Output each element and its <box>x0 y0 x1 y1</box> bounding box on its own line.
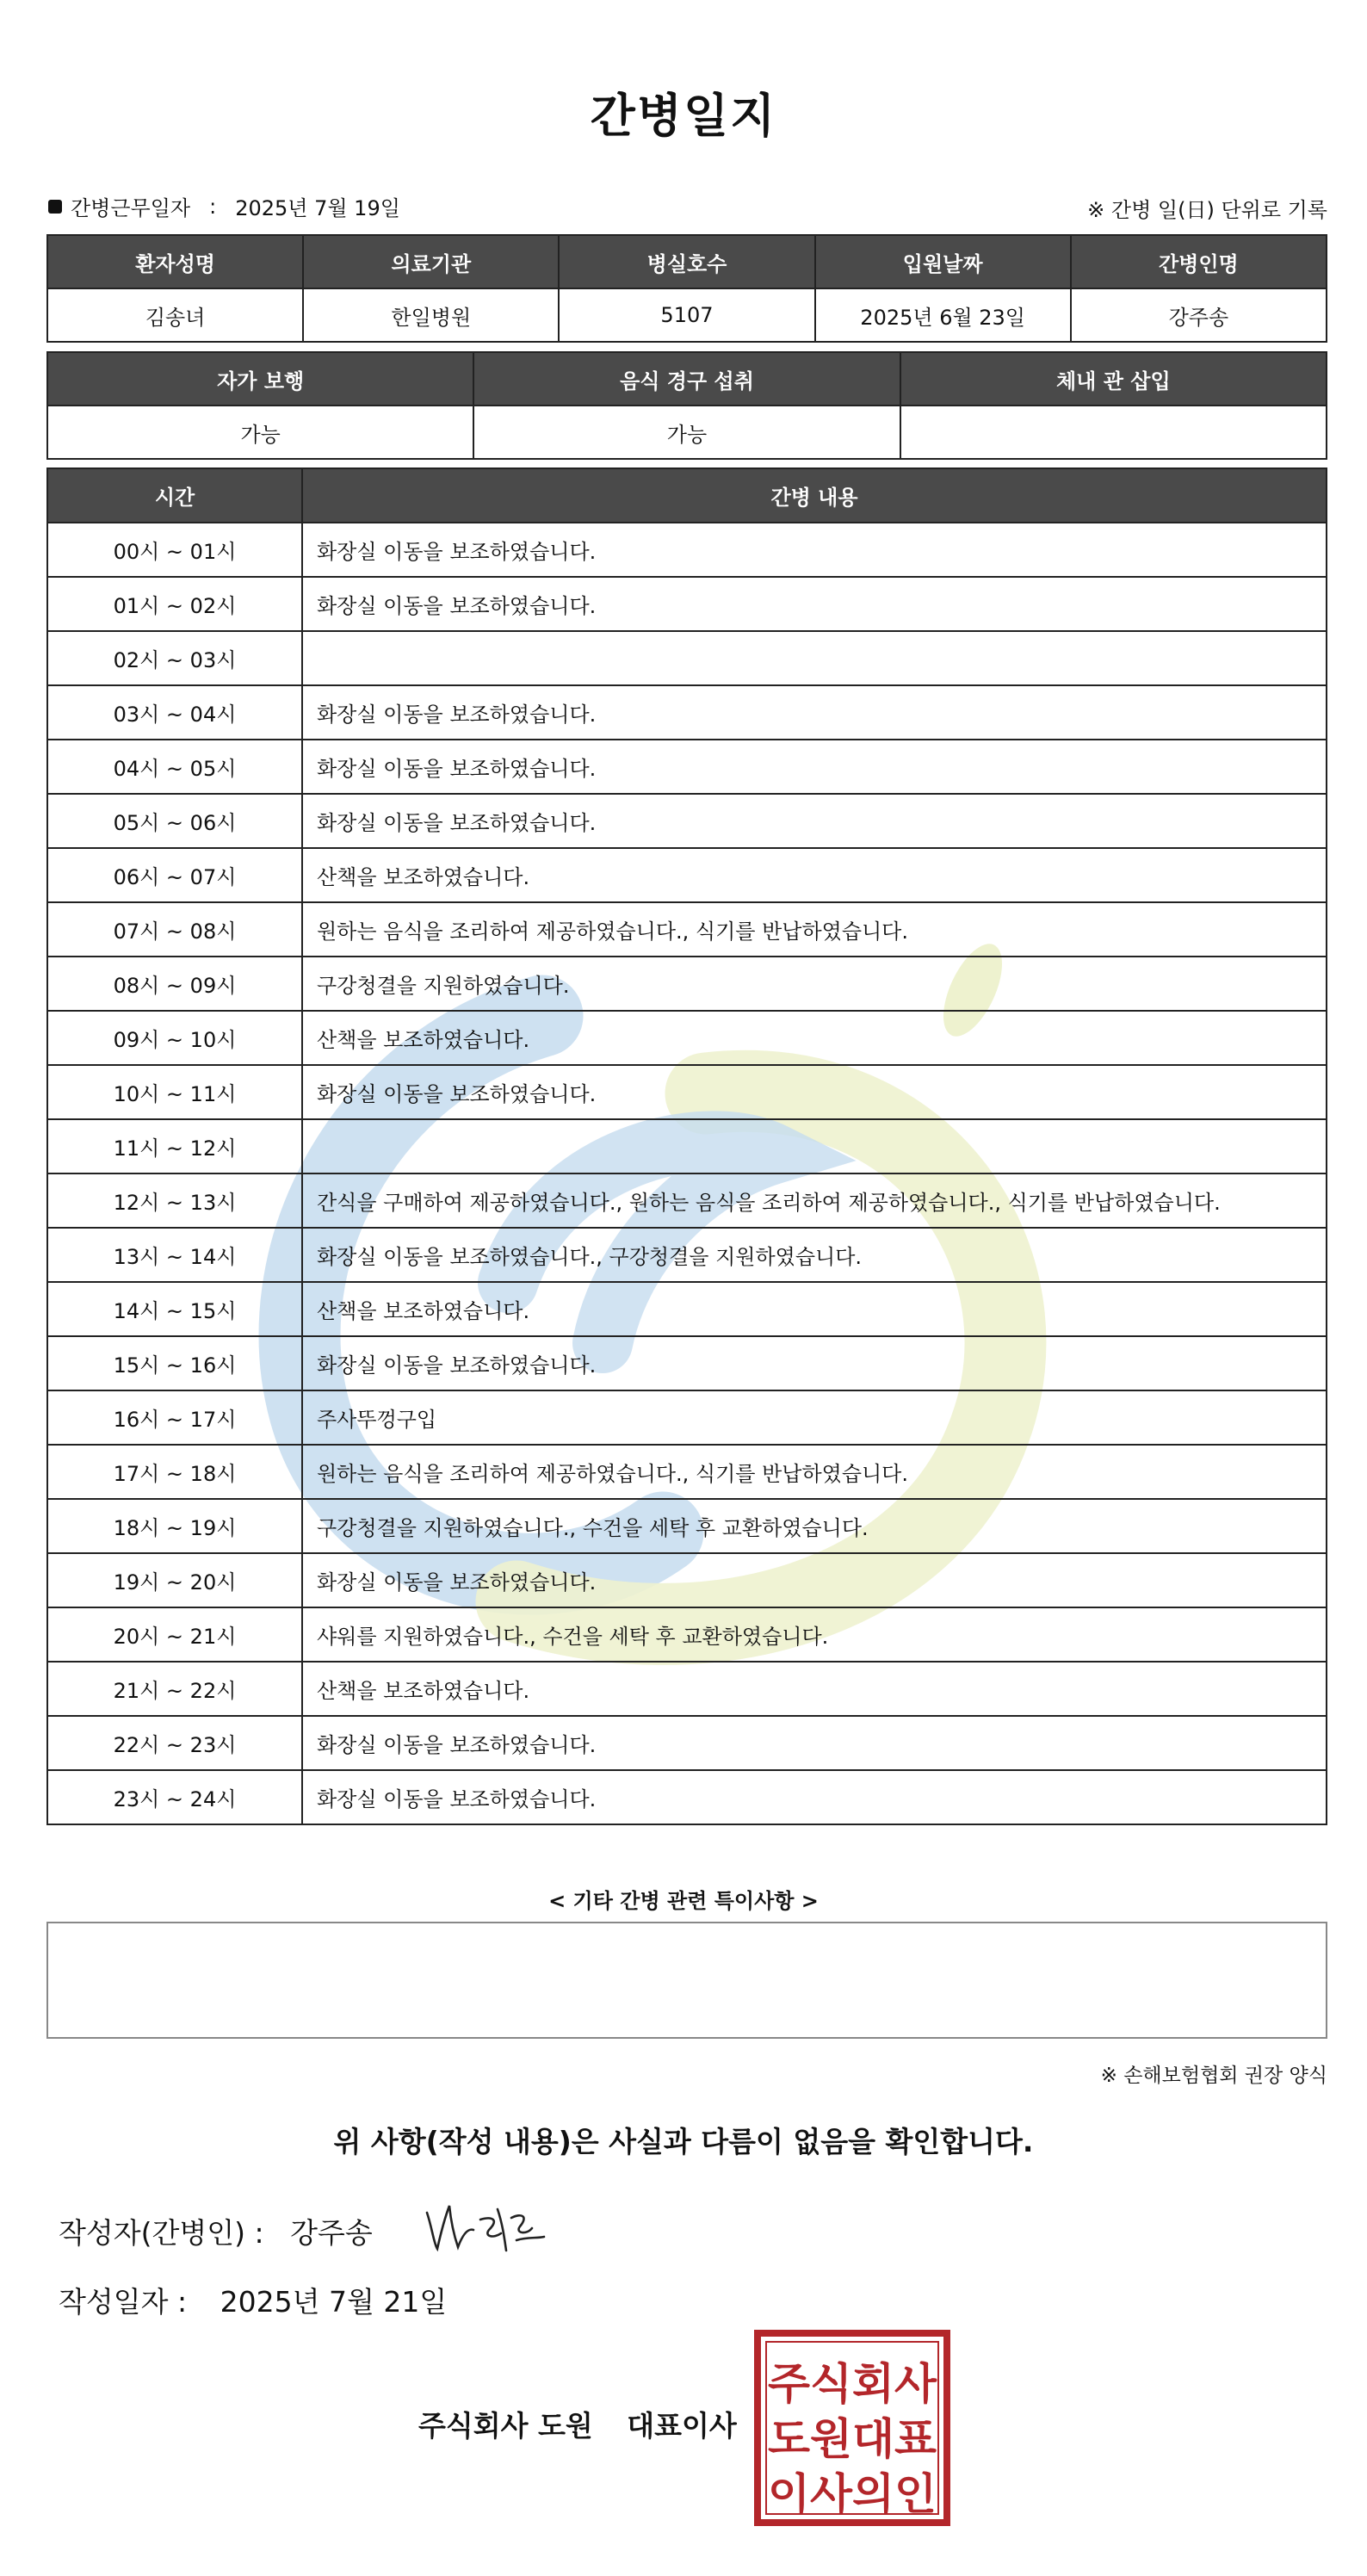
care-content-cell: 화장실 이동을 보조하였습니다., 구강청결을 지원하였습니다. <box>302 1228 1327 1282</box>
time-cell: 14시 ~ 15시 <box>47 1282 302 1336</box>
care-log-body <box>47 523 1327 1824</box>
room-number-value: 5107 <box>559 288 814 342</box>
table-row <box>47 1173 1327 1228</box>
time-cell: 05시 ~ 06시 <box>47 794 302 848</box>
patient-name-header: 환자성명 <box>47 235 303 288</box>
table-row <box>47 1065 1327 1119</box>
time-cell: 02시 ~ 03시 <box>47 631 302 685</box>
written-date-value: 2025년 7월 21일 <box>220 2285 448 2319</box>
care-content-header: 간병 내용 <box>302 468 1327 523</box>
writer-line <box>59 2211 373 2251</box>
time-cell: 10시 ~ 11시 <box>47 1065 302 1119</box>
time-cell: 21시 ~ 22시 <box>47 1662 302 1716</box>
page-title: 간병일지 <box>590 89 777 143</box>
table-row <box>47 577 1327 631</box>
time-cell: 18시 ~ 19시 <box>47 1499 302 1553</box>
care-content-cell: 산책을 보조하였습니다. <box>302 1282 1327 1336</box>
admission-date-header: 입원날짜 <box>815 235 1071 288</box>
time-cell: 03시 ~ 04시 <box>47 685 302 740</box>
writer-label: 작성자(간병인) : <box>59 2216 264 2250</box>
care-content-cell <box>302 1119 1327 1173</box>
patient-ability-table <box>46 351 1327 460</box>
company-name: 주식회사 도원 <box>418 2409 593 2443</box>
work-date-value: 2025년 7월 19일 <box>235 196 400 220</box>
time-cell: 20시 ~ 21시 <box>47 1607 302 1662</box>
time-cell: 16시 ~ 17시 <box>47 1390 302 1445</box>
care-content-cell: 산책을 보조하였습니다. <box>302 1011 1327 1065</box>
seal-line-2: 도원대표 <box>768 2414 937 2464</box>
time-cell: 12시 ~ 13시 <box>47 1173 302 1228</box>
care-content-cell: 화장실 이동을 보조하였습니다. <box>302 685 1327 740</box>
writer-name: 강주송 <box>290 2216 373 2250</box>
written-date-line <box>59 2280 447 2320</box>
time-cell: 23시 ~ 24시 <box>47 1770 302 1824</box>
table-row <box>47 1662 1327 1716</box>
recommendation-note: ※ 손해보험협회 권장 양식 <box>1100 2065 1327 2087</box>
table-row <box>47 1445 1327 1499</box>
care-content-cell: 화장실 이동을 보조하였습니다. <box>302 794 1327 848</box>
table-row <box>47 1228 1327 1282</box>
table-row <box>47 740 1327 794</box>
caregiver-name-header: 간병인명 <box>1071 235 1327 288</box>
time-cell: 11시 ~ 12시 <box>47 1119 302 1173</box>
table-row <box>47 1390 1327 1445</box>
care-content-cell: 화장실 이동을 보조하였습니다. <box>302 577 1327 631</box>
care-content-cell: 주사뚜껑구입 <box>302 1390 1327 1445</box>
care-content-cell: 화장실 이동을 보조하였습니다. <box>302 1770 1327 1824</box>
table-row <box>47 523 1327 577</box>
patient-info-table <box>46 234 1327 343</box>
patient-info-value-row <box>47 288 1327 342</box>
hospital-header: 의료기관 <box>303 235 559 288</box>
time-cell: 17시 ~ 18시 <box>47 1445 302 1499</box>
written-date-label: 작성일자 : <box>59 2285 188 2319</box>
company-seal <box>754 2330 950 2526</box>
table-row <box>47 1282 1327 1336</box>
handwritten-signature <box>420 2194 549 2256</box>
tube-insertion-value <box>900 406 1327 459</box>
care-content-cell <box>302 631 1327 685</box>
table-row <box>47 685 1327 740</box>
oral-intake-header: 음식 경구 섭취 <box>473 352 900 406</box>
table-row <box>47 1011 1327 1065</box>
care-content-cell: 원하는 음식을 조리하여 제공하였습니다., 식기를 반납하였습니다. <box>302 902 1327 957</box>
time-cell: 19시 ~ 20시 <box>47 1553 302 1607</box>
time-header: 시간 <box>47 468 302 523</box>
care-content-cell: 화장실 이동을 보조하였습니다. <box>302 1716 1327 1770</box>
notes-box <box>46 1922 1327 2039</box>
seal-line-3: 이사의인 <box>768 2469 937 2519</box>
admission-date-value: 2025년 6월 23일 <box>815 288 1071 342</box>
ability-header-row <box>47 352 1327 406</box>
table-row <box>47 1119 1327 1173</box>
caregiver-name-value: 강주송 <box>1071 288 1327 342</box>
care-content-cell: 화장실 이동을 보조하였습니다. <box>302 1065 1327 1119</box>
care-content-cell: 샤워를 지원하였습니다., 수건을 세탁 후 교환하였습니다. <box>302 1607 1327 1662</box>
care-content-cell: 간식을 구매하여 제공하였습니다., 원하는 음식을 조리하여 제공하였습니다., 식기를 반납하였습니다. <box>302 1173 1327 1228</box>
table-row <box>47 957 1327 1011</box>
time-cell: 04시 ~ 05시 <box>47 740 302 794</box>
care-content-cell: 화장실 이동을 보조하였습니다. <box>302 1336 1327 1390</box>
table-row <box>47 1553 1327 1607</box>
table-row <box>47 902 1327 957</box>
oral-intake-value: 가능 <box>473 406 900 459</box>
seal-line-1: 주식회사 <box>768 2359 937 2409</box>
work-date-colon: : <box>209 194 217 219</box>
self-walking-header: 자가 보행 <box>47 352 473 406</box>
care-log-table <box>46 468 1327 1825</box>
notes-title: < 기타 간병 관련 특이사항 > <box>548 1889 819 1913</box>
table-row <box>47 1336 1327 1390</box>
care-content-cell: 산책을 보조하였습니다. <box>302 848 1327 902</box>
company-line <box>418 2404 737 2444</box>
time-cell: 13시 ~ 14시 <box>47 1228 302 1282</box>
table-row <box>47 1607 1327 1662</box>
room-number-header: 병실호수 <box>559 235 814 288</box>
time-cell: 22시 ~ 23시 <box>47 1716 302 1770</box>
patient-name-value: 김송녀 <box>47 288 303 342</box>
work-date-label: 간병근무일자 <box>71 196 191 220</box>
care-content-cell: 구강청결을 지원하였습니다., 수건을 세탁 후 교환하였습니다. <box>302 1499 1327 1553</box>
care-content-cell: 화장실 이동을 보조하였습니다. <box>302 1553 1327 1607</box>
table-row <box>47 1499 1327 1553</box>
table-row <box>47 794 1327 848</box>
time-cell: 15시 ~ 16시 <box>47 1336 302 1390</box>
patient-info-header-row <box>47 235 1327 288</box>
tube-insertion-header: 체내 관 삽입 <box>900 352 1327 406</box>
ability-value-row <box>47 406 1327 459</box>
time-cell: 08시 ~ 09시 <box>47 957 302 1011</box>
table-row <box>47 848 1327 902</box>
work-date-line <box>48 191 400 221</box>
time-cell: 06시 ~ 07시 <box>47 848 302 902</box>
care-content-cell: 산책을 보조하였습니다. <box>302 1662 1327 1716</box>
time-cell: 00시 ~ 01시 <box>47 523 302 577</box>
hospital-value: 한일병원 <box>303 288 559 342</box>
time-cell: 07시 ~ 08시 <box>47 902 302 957</box>
table-row <box>47 631 1327 685</box>
table-row <box>47 1716 1327 1770</box>
care-content-cell: 화장실 이동을 보조하였습니다. <box>302 740 1327 794</box>
bullet-square-icon <box>48 200 62 214</box>
unit-note: ※ 간병 일(日) 단위로 기록 <box>1087 198 1327 222</box>
table-row <box>47 1770 1327 1824</box>
care-content-cell: 구강청결을 지원하였습니다. <box>302 957 1327 1011</box>
self-walking-value: 가능 <box>47 406 473 459</box>
care-content-cell: 원하는 음식을 조리하여 제공하였습니다., 식기를 반납하였습니다. <box>302 1445 1327 1499</box>
time-cell: 09시 ~ 10시 <box>47 1011 302 1065</box>
care-log-header-row <box>47 468 1327 523</box>
time-cell: 01시 ~ 02시 <box>47 577 302 631</box>
company-role: 대표이사 <box>627 2409 737 2443</box>
confirmation-statement: 위 사항(작성 내용)은 사실과 다름이 없음을 확인합니다. <box>333 2125 1034 2158</box>
care-content-cell: 화장실 이동을 보조하였습니다. <box>302 523 1327 577</box>
